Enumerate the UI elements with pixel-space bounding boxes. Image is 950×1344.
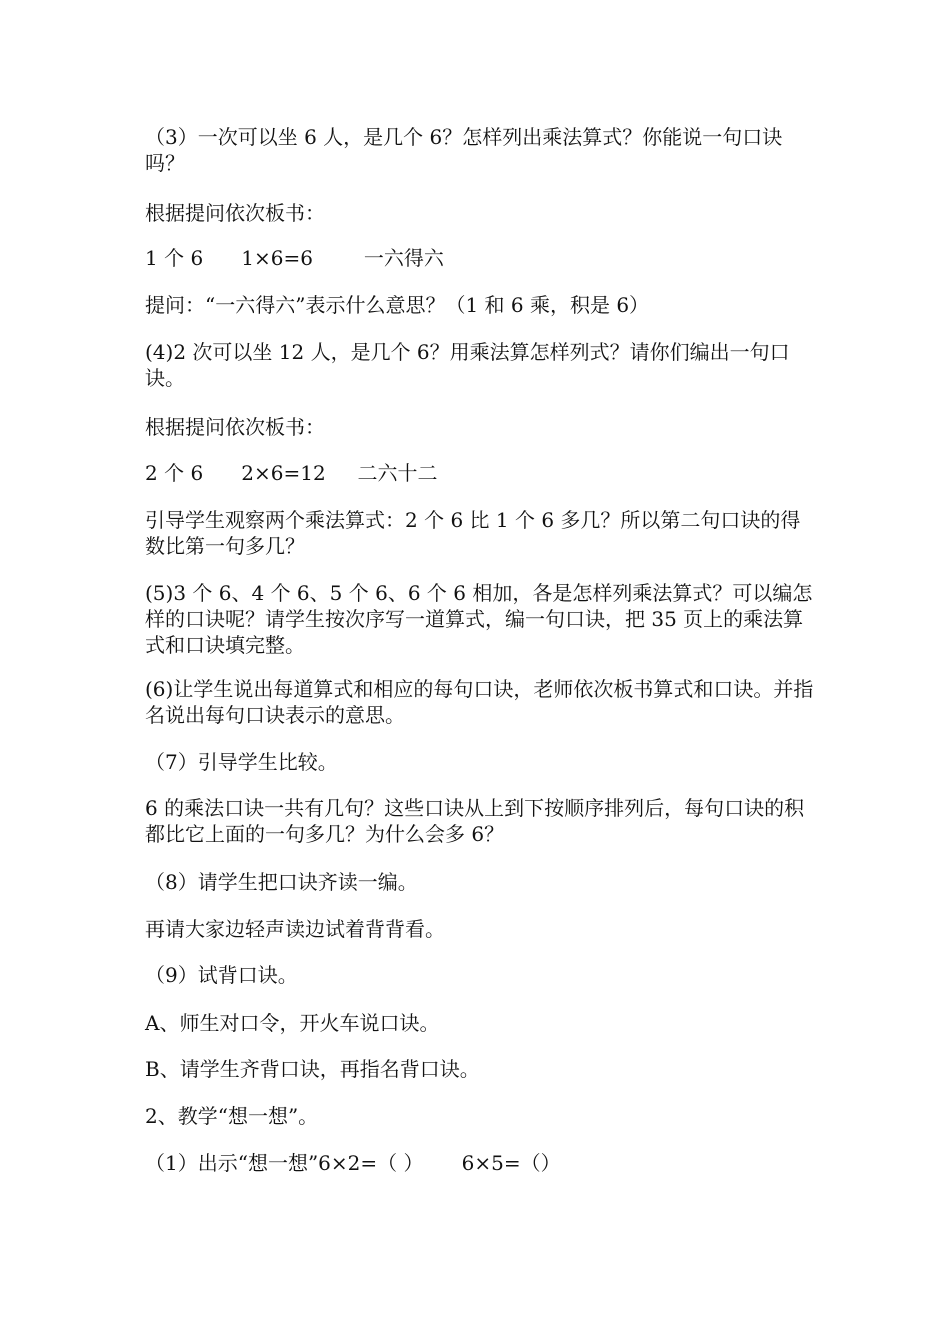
paragraph-board-line-1: 1 个 6 1×6=6 一六得六 [145,246,444,270]
paragraph-section-2: 2、教学“想一想”。 [145,1104,319,1128]
paragraph-question-7: （7）引导学生比较。 [145,750,338,774]
paragraph-question-4: (4)2 次可以坐 12 人，是几个 6？用乘法算怎样列式？请你们编出一句口诀。 [145,340,790,390]
paragraph-rhyme-count: 6 的乘法口诀一共有几句？这些口诀从上到下按顺序排列后，每句口诀的积都比它上面的一句多几？为什么会多 6？ [145,796,805,846]
paragraph-recite-try: 再请大家边轻声读边试着背背看。 [145,917,445,941]
paragraph-question-8: （8）请学生把口诀齐读一编。 [145,870,418,894]
paragraph-item-b: B、请学生齐背口诀，再指名背口诀。 [145,1057,480,1081]
paragraph-question-meaning: 提问：“一六得六”表示什么意思？（1 和 6 乘，积是 6） [145,293,650,317]
paragraph-item-a: A、师生对口令，开火车说口诀。 [145,1011,440,1035]
paragraph-question-6: (6)让学生说出每道算式和相应的每句口诀，老师依次板书算式和口诀。并指名说出每句口诀表示的意思。 [145,677,814,727]
paragraph-question-9: （9）试背口诀。 [145,963,298,987]
paragraph-board-line-2: 2 个 6 2×6=12 二六十二 [145,461,438,485]
paragraph-board-note-2: 根据提问依次板书： [145,415,325,439]
paragraph-question-3: （3）一次可以坐 6 人，是几个 6？怎样列出乘法算式？你能说一句口诀吗？ [145,125,783,175]
paragraph-question-5: (5)3 个 6、4 个 6、5 个 6、6 个 6 相加，各是怎样列乘法算式？可以编怎样的口诀呢？请学生按次序写一道算式，编一句口诀，把 35 页上的乘法算式和口诀填完整。 [145,581,813,657]
paragraph-show-think: （1）出示“想一想”6×2=（ ） 6×5=（） [145,1151,561,1175]
paragraph-compare-equations: 引导学生观察两个乘法算式：2 个 6 比 1 个 6 多几？所以第二句口诀的得数比第一句多几？ [145,508,801,558]
paragraph-board-note-1: 根据提问依次板书： [145,201,325,225]
